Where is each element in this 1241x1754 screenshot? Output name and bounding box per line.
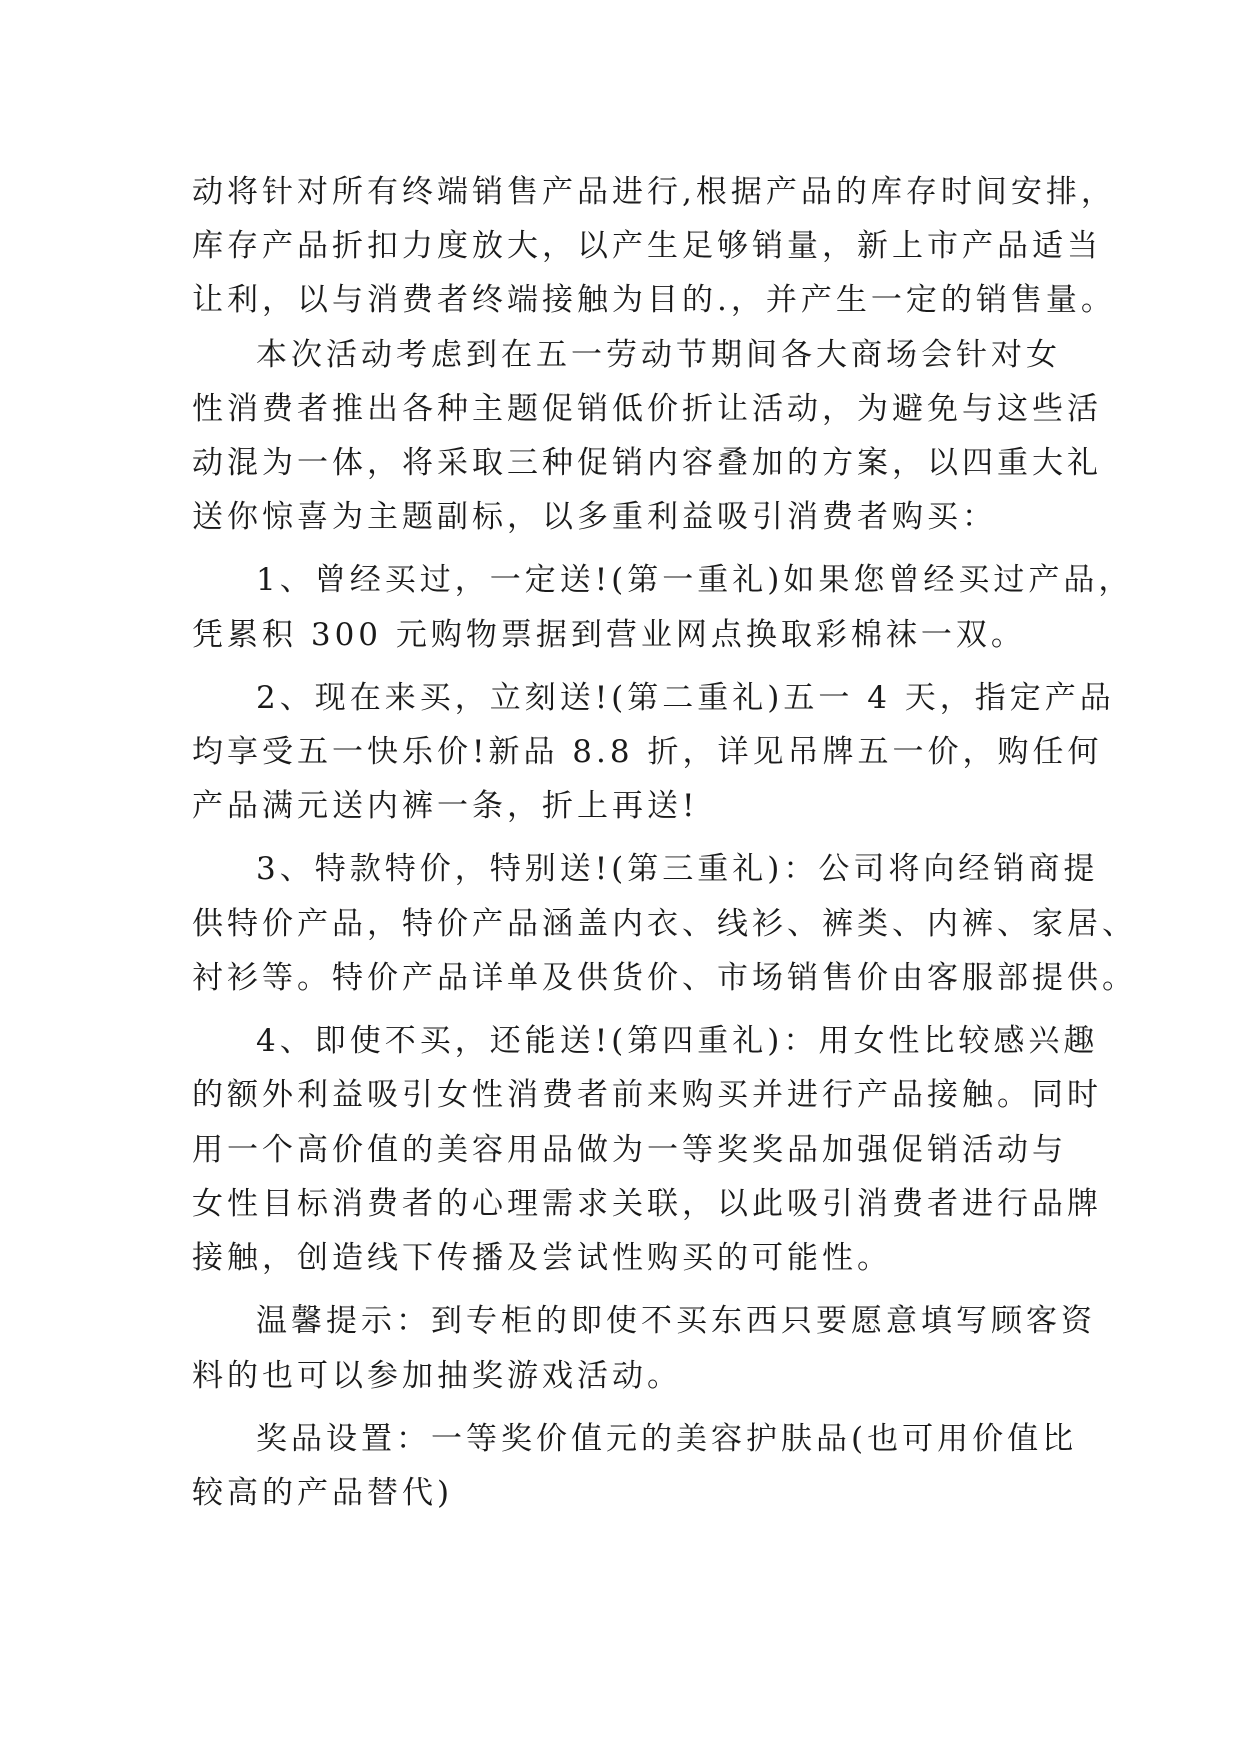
paragraph-start: 4、即使不买，还能送!(第四重礼)：用女性比较感兴趣 [256, 1023, 1099, 1059]
paragraph-start: 奖品设置：一等奖价值元的美容护肤品(也可用价值比 [256, 1421, 1078, 1457]
text-line: 较高的产品替代) [192, 1475, 454, 1511]
paragraph-start: 2、现在来买，立刻送!(第二重礼)五一 4 天，指定产品 [256, 680, 1115, 716]
text-line: 性消费者推出各种主题促销低价折让活动，为避免与这些活 [192, 391, 1102, 427]
text-line: 动混为一体，将采取三种促销内容叠加的方案，以四重大礼 [192, 445, 1102, 481]
paragraph-start: 3、特款特价，特别送!(第三重礼)：公司将向经销商提 [256, 851, 1099, 887]
text-line: 均享受五一快乐价!新品 8.8 折，详见吊牌五一价，购任何 [192, 734, 1103, 770]
text-line: 料的也可以参加抽奖游戏活动。 [192, 1358, 682, 1394]
text-line: 的额外利益吸引女性消费者前来购买并进行产品接触。同时 [192, 1077, 1102, 1113]
text-line: 库存产品折扣力度放大，以产生足够销量，新上市产品适当 [192, 228, 1102, 264]
text-line: 动将针对所有终端销售产品进行,根据产品的库存时间安排， [192, 174, 1116, 210]
text-line: 用一个高价值的美容用品做为一等奖奖品加强促销活动与 [192, 1132, 1067, 1168]
text-line: 女性目标消费者的心理需求关联，以此吸引消费者进行品牌 [192, 1186, 1102, 1222]
text-line: 凭累积 300 元购物票据到营业网点换取彩棉袜一双。 [192, 617, 1026, 653]
text-line: 接触，创造线下传播及尝试性购买的可能性。 [192, 1240, 892, 1276]
paragraph-start: 温馨提示：到专柜的即使不买东西只要愿意填写顾客资 [256, 1303, 1096, 1339]
paragraph-start: 本次活动考虑到在五一劳动节期间各大商场会针对女 [256, 337, 1061, 373]
paragraph-start: 1、曾经买过，一定送!(第一重礼)如果您曾经买过产品， [256, 562, 1134, 598]
text-line: 产品满元送内裤一条，折上再送! [192, 788, 699, 824]
text-line: 衬衫等。特价产品详单及供货价、市场销售价由客服部提供。 [192, 960, 1137, 996]
text-line: 让利，以与消费者终端接触为目的.，并产生一定的销售量。 [192, 282, 1116, 318]
text-line: 送你惊喜为主题副标，以多重利益吸引消费者购买： [192, 499, 997, 535]
text-line: 供特价产品，特价产品涵盖内衣、线衫、裤类、内裤、家居、 [192, 906, 1137, 942]
